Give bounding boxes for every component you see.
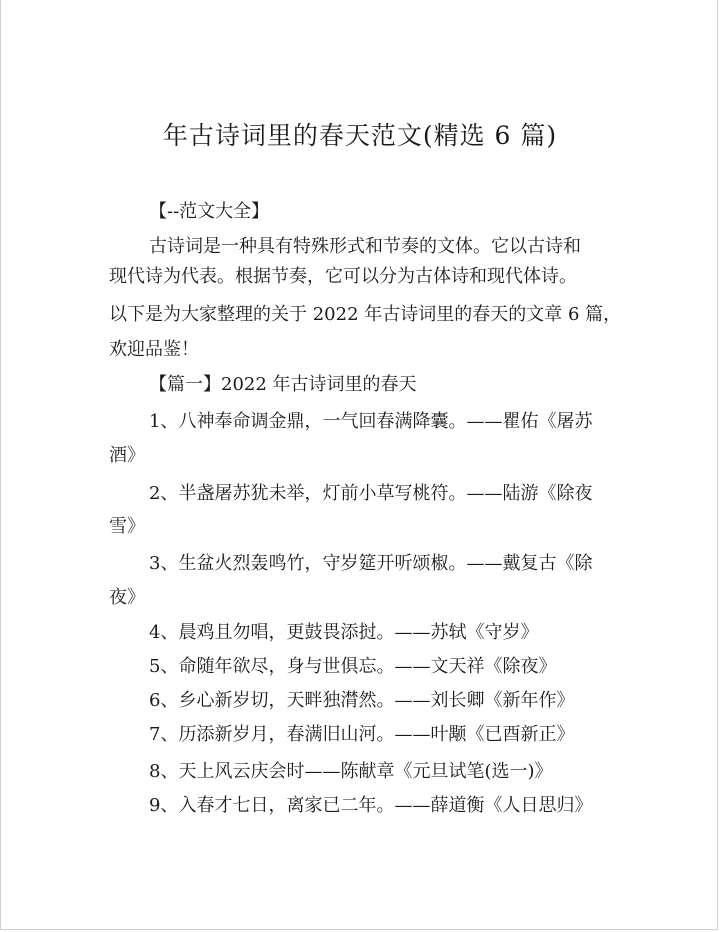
poem-2-line-1: 2、半盏屠苏犹未举，灯前小草写桃符。——陆游《除夜 [149, 483, 593, 504]
document-title: 年古诗词里的春天范文(精选 6 篇) [162, 121, 558, 150]
poem-2-line-2: 雪》 [109, 516, 145, 537]
poem-7-line-1: 7、历添新岁月，春满旧山河。——叶颙《已酉新正》 [149, 724, 575, 745]
poem-3-line-1: 3、生盆火烈轰鸣竹，守岁筵开听颂椒。——戴复古《除 [149, 553, 593, 574]
poem-1-line-1: 1、八神奉命调金鼎，一气回春满降囊。——瞿佑《屠苏 [149, 411, 593, 432]
source-tag: 【--范文大全】 [149, 201, 270, 222]
poem-6-line-1: 6、乡心新岁切，天畔独潸然。——刘长卿《新年作》 [149, 690, 575, 711]
intro-line-1: 古诗词是一种具有特殊形式和节奏的文体。它以古诗和 [149, 236, 581, 257]
poem-3-line-2: 夜》 [109, 587, 145, 608]
poem-1-line-2: 酒》 [109, 445, 145, 466]
section-heading: 【篇一】2022 年古诗词里的春天 [149, 374, 417, 395]
intro-line-4: 欢迎品鉴！ [109, 339, 199, 360]
poem-5-line-1: 5、命随年欲尽，身与世俱忘。——文天祥《除夜》 [149, 656, 557, 677]
poem-4-line-1: 4、晨鸡且勿唱，更鼓畏添挝。——苏轼《守岁》 [149, 622, 539, 643]
intro-line-2: 现代诗为代表。根据节奏，它可以分为古体诗和现代体诗。 [109, 266, 577, 287]
poem-8-line-1: 8、天上风云庆会时——陈献章《元旦试笔(选一)》 [149, 761, 553, 782]
intro-line-3: 以下是为大家整理的关于 2022 年古诗词里的春天的文章 6 篇， [109, 304, 622, 325]
poem-9-line-1: 9、入春才七日，离家已二年。——薛道衡《人日思归》 [149, 795, 593, 816]
